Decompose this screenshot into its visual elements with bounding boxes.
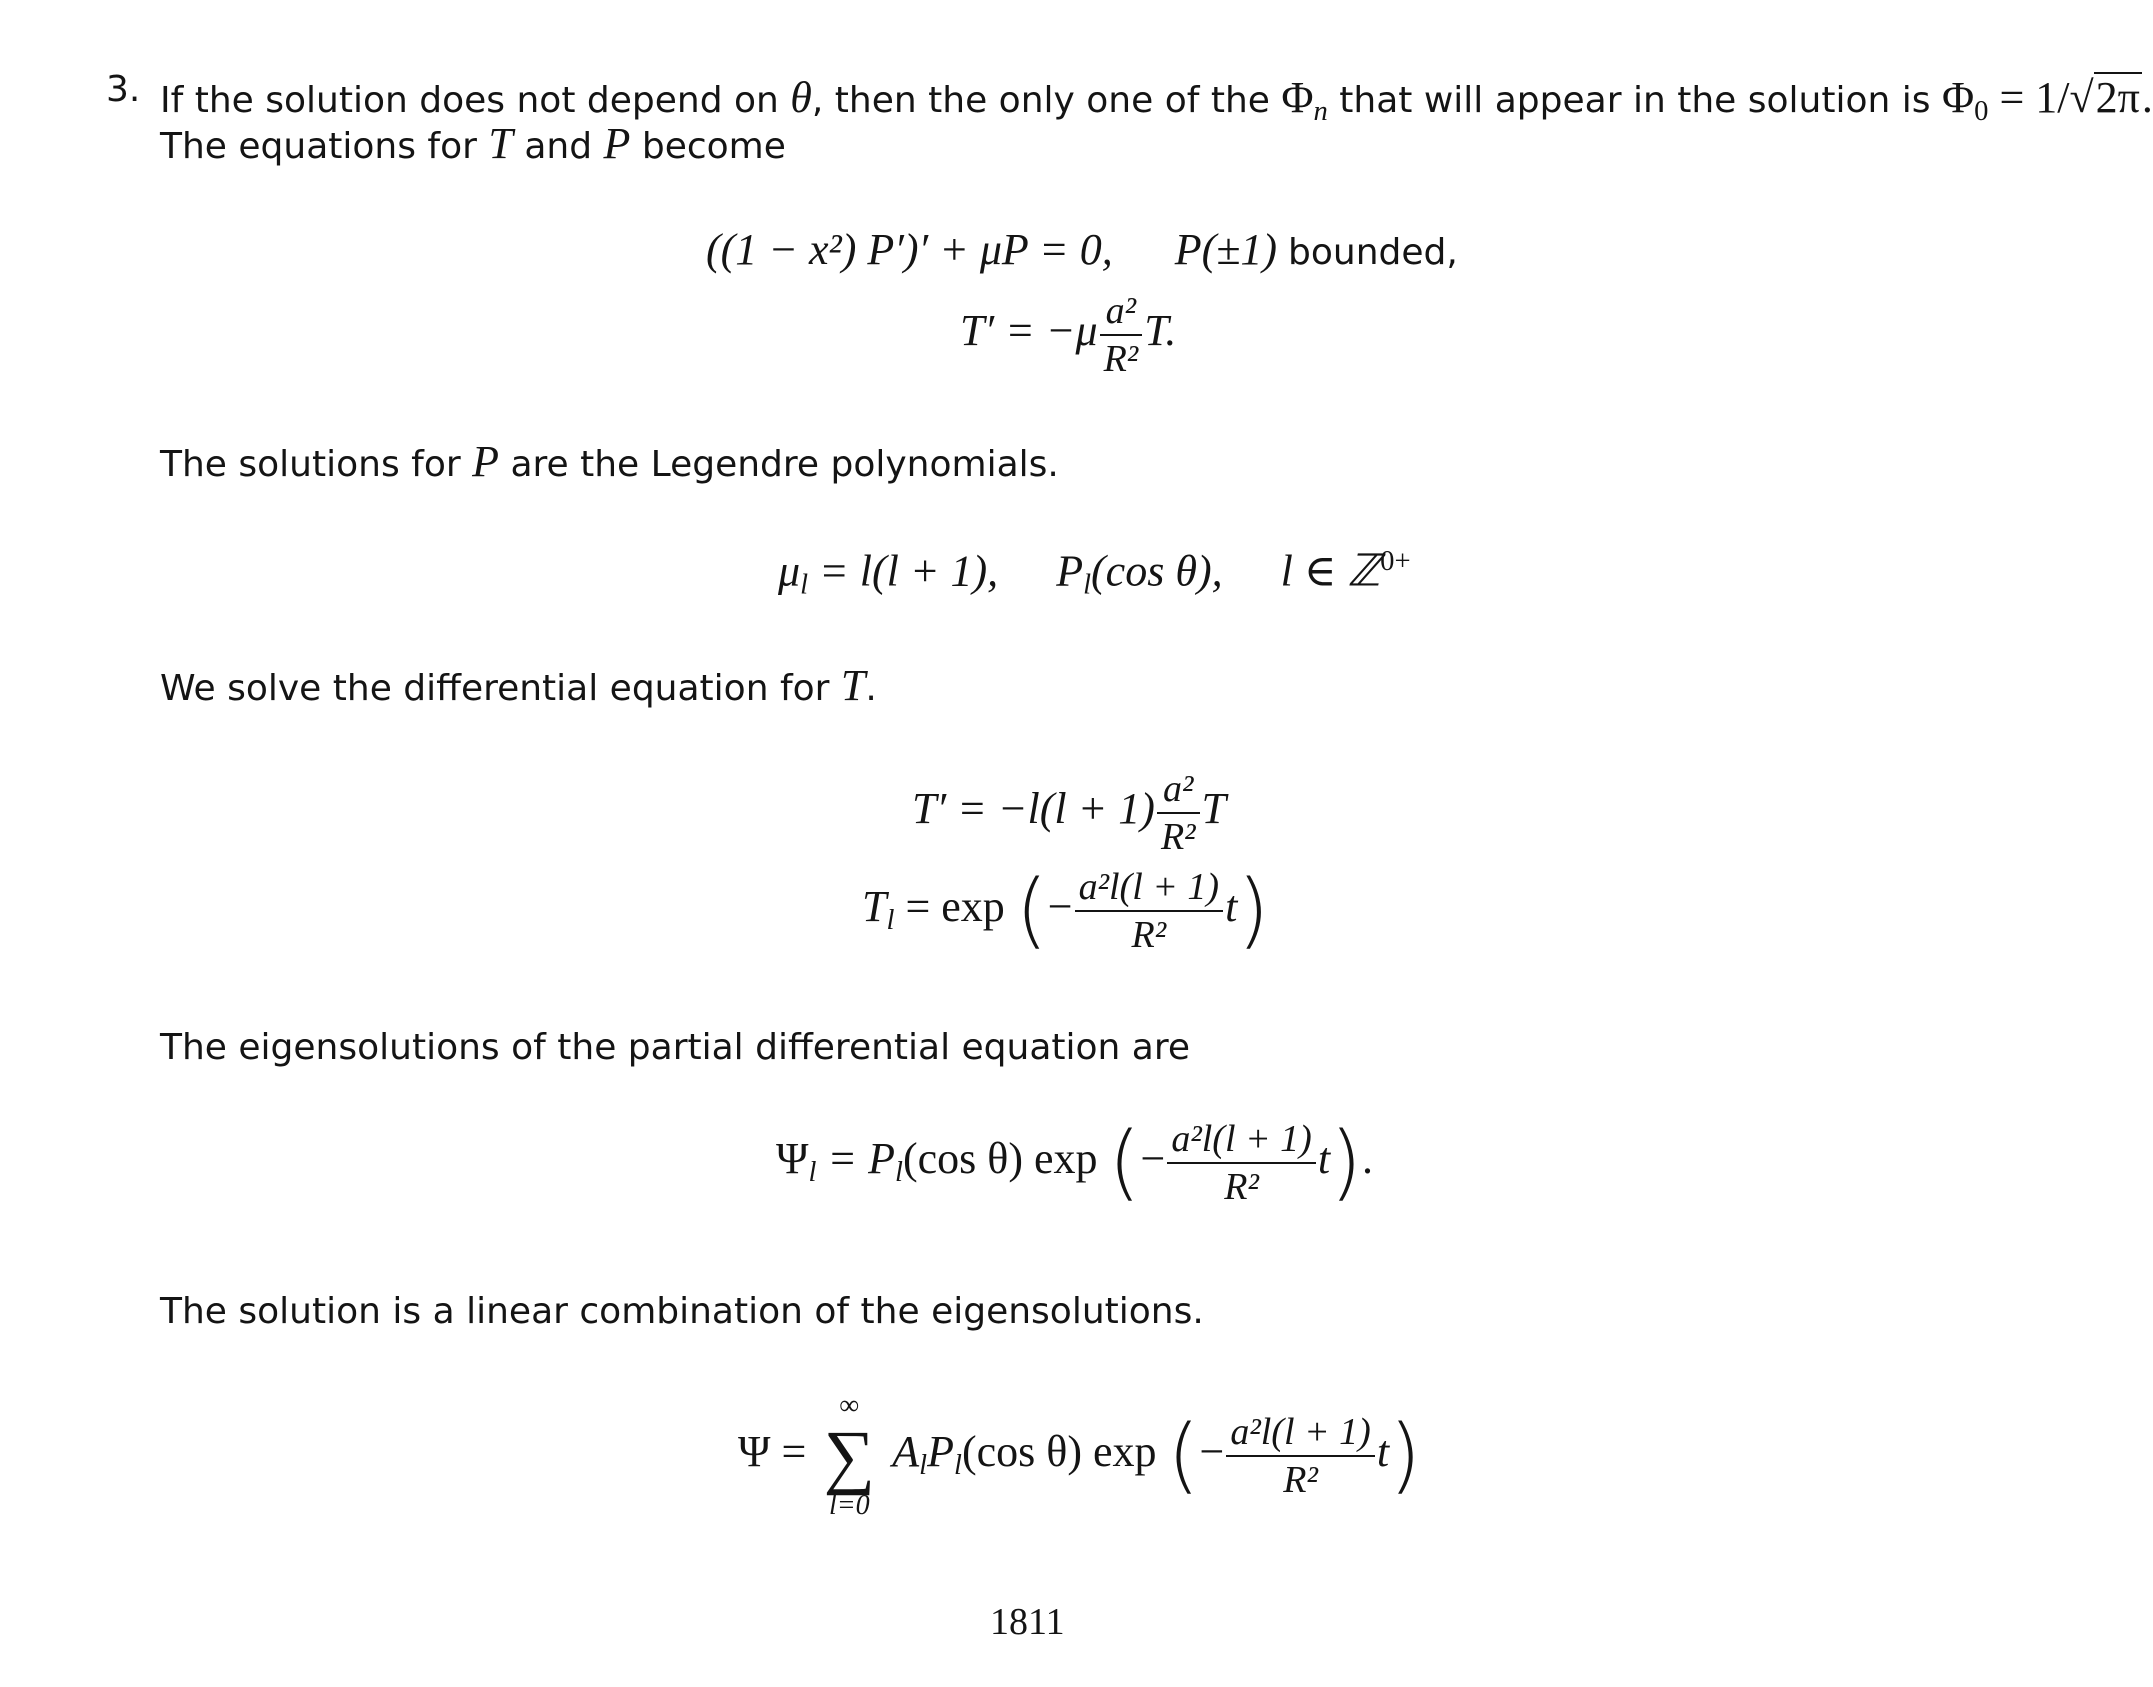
page-number: 1811 xyxy=(990,1601,1065,1643)
line1-text-a: If the solution does not depend on xyxy=(160,80,779,121)
summation-symbol: ∞ ∑ l=0 xyxy=(823,1390,875,1521)
equation-legendre: ((1 − x²) P′)′ + μP = 0, P(±1) bounded, xyxy=(706,225,1458,274)
T-symbol: T xyxy=(488,119,513,168)
item-line-2: The equations for T and P become xyxy=(160,119,786,168)
line1-text-c: that will appear in the solution is xyxy=(1339,80,1931,121)
equation-T-prime: T′ = −l(l + 1) $\frac{\text{a²}}{\text{R²}}$ T xyxy=(912,768,1227,858)
paragraph-eigensolutions: The eigensolutions of the partial differential equation are xyxy=(160,1027,1191,1068)
equation-T-mu: T′ = −μ $\frac{\text{a²}}{\text{R²}}$ T. xyxy=(960,290,1177,380)
equation-T-l: $T_l = \exp$ (− $\frac{\text{a²l(l + 1)}}{\text{R²}}$ t) xyxy=(862,863,1270,958)
equation-psi-l: $\Psi_l = P_l(\cos$ θ) exp (− $\frac{\text{a²l(l + 1)}}{\text{R²}}$ t). xyxy=(776,1115,1374,1210)
equation-psi-sum: Ψ = ∞ ∑ l=0 $A_lP_l(\cos$ θ) exp (− $\frac{\text{a²l(l + 1)}}{\text{R²}}$ t) xyxy=(738,1390,1422,1521)
theta-symbol: θ xyxy=(790,73,812,122)
paragraph-solve-T: We solve the differential equation for T. xyxy=(160,661,877,710)
item-number: 3. xyxy=(106,69,141,110)
paragraph-legendre: The solutions for P are the Legendre polynomials. xyxy=(160,437,1059,486)
phi0-expression: $\Phi_0 = 1/√2\pi$. xyxy=(1941,73,2153,127)
line1-text-b: , then the only one of the xyxy=(811,80,1270,121)
equation-eigenvalues: $\mu_l = l(l + 1)$, $P_l(\cos$ θ), l ∈ ℤ$^{0+}$ xyxy=(778,546,1411,601)
fraction-a2-R2-b: $\frac{\text{a²}}{\text{R²}}$ xyxy=(1157,770,1200,856)
phi-n-symbol: $\Phi_n$ xyxy=(1281,73,1328,127)
item-line-1 xyxy=(160,72,2153,127)
paragraph-linear-combination: The solution is a linear combination of the eigensolutions. xyxy=(160,1291,1204,1332)
fraction-a2-R2: $\frac{\text{a²}}{\text{R²}}$ xyxy=(1100,292,1143,378)
P-symbol: P xyxy=(603,119,631,168)
